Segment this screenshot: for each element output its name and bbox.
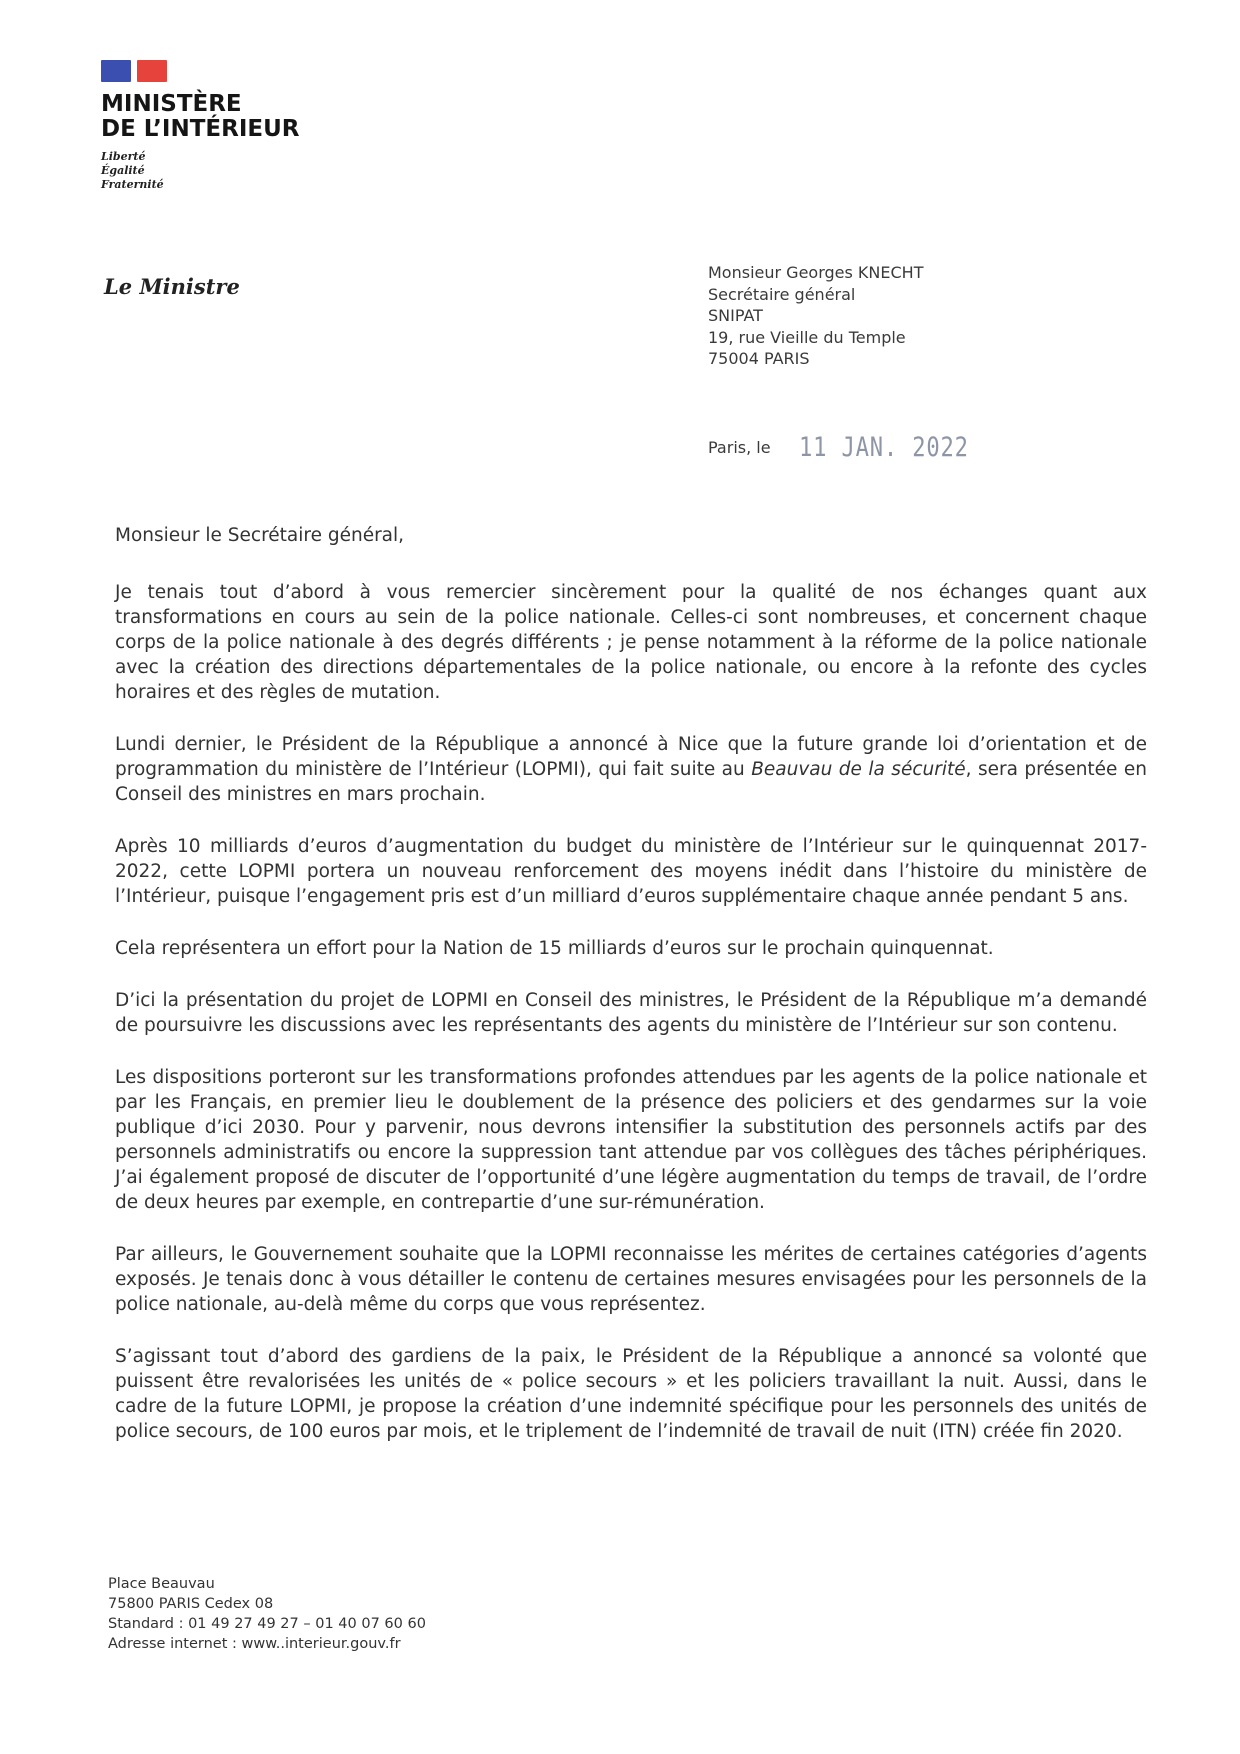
footer-street: Place Beauvau — [108, 1576, 215, 1592]
date-line — [708, 432, 1006, 463]
recipient-role: Secrétaire général — [708, 284, 856, 304]
ministry-footer-address — [108, 1574, 426, 1654]
paragraph-lopmi-text-after: , sera présentée en Conseil des ministres en mars prochain. — [115, 759, 1147, 805]
flag-red-block — [137, 60, 167, 82]
footer-city: 75800 PARIS Cedex 08 — [108, 1596, 274, 1612]
motto-fraternite: Fraternité — [101, 178, 164, 191]
paragraph-gardiens-de-la-paix: S’agissant tout d’abord des gardiens de la paix, le Président de la République a annoncé sa volonté que puissent être revalorisées les unités de « police secours » et les policiers travaillant la nuit. Aussi, dans le cadre de la future LOPMI, je propose la création d’une indemnité spécifique pour les personnels des unités de police secours, de 100 euros par mois, et le triplement de l’indemnité de travail de nuit (ITN) créée fin 2020. — [115, 1346, 1147, 1442]
salutation: Monsieur le Secrétaire général, — [115, 525, 405, 546]
paragraph-effort: Cela représentera un effort pour la Nation de 15 milliards d’euros sur le prochain quinquennat. — [115, 938, 994, 959]
marianne-flag-icon — [101, 60, 167, 82]
paragraph-dispositions: Les dispositions porteront sur les transformations profondes attendues par les agents de la police nationale et par les Français, en premier lieu le doublement de la présence des policiers et des gendarmes sur la voie publique d’ici 2030. Pour y parvenir, nous devrons intensifier la substitution des personnels actifs par des personnels administratifs ou encore la suppression tant attendue par vos collègues des tâches périphériques. J’ai également proposé de discuter de l’opportunité d’une légère augmentation du temps de travail, de l’ordre de deux heures par exemple, en contrepartie d’une sur-rémunération. — [115, 1067, 1147, 1213]
paragraph-lopmi-text-before: Lundi dernier, le Président de la République a annoncé à Nice que la future grande loi d’orientation et de programmation du ministère de l’Intérieur (LOPMI), qui fait suite au — [115, 734, 1147, 780]
republic-motto — [101, 150, 300, 192]
recipient-organization: SNIPAT — [708, 306, 763, 325]
ministry-name — [101, 92, 300, 142]
recipient-street: 19, rue Vieille du Temple — [708, 327, 906, 347]
ministry-logo — [101, 60, 300, 192]
recipient-address — [708, 262, 923, 370]
recipient-name: Monsieur Georges KNECHT — [708, 263, 924, 282]
paragraph-thanks: Je tenais tout d’abord à vous remercier sincèrement pour la qualité de nos échanges quant aux transformations en cours au sein de la police nationale. Celles-ci sont nombreuses, et concernent chaque corps de la police nationale à des degrés différents ; je pense notamment à la réforme de la police nationale avec la création des directions départementales de la police nationale, ou encore à la refonte des cycles horaires et des règles de mutation. — [115, 582, 1147, 703]
motto-liberte: Liberté — [101, 150, 146, 163]
date-stamp: 11 JAN. 2022 — [798, 432, 969, 463]
paragraph-discussions: D’ici la présentation du projet de LOPMI en Conseil des ministres, le Président de la République m’a demandé de poursuivre les discussions avec les représentants des agents du ministère de l’Intérieur sur son contenu. — [115, 990, 1147, 1036]
paragraph-lopmi-announcement — [115, 732, 1147, 807]
recipient-city: 75004 PARIS — [708, 349, 810, 368]
paragraph-budget: Après 10 milliards d’euros d’augmentation du budget du ministère de l’Intérieur sur le quinquennat 2017-2022, cette LOPMI portera un nouveau renforcement des moyens inédit dans l’histoire du ministère de l’Intérieur, puisque l’engagement pris est d’un milliard d’euros supplémentaire chaque année pendant 5 ans. — [115, 836, 1147, 907]
ministry-name-line1: MINISTÈRE — [101, 91, 242, 117]
motto-egalite: Égalité — [101, 164, 145, 177]
flag-blue-block — [101, 60, 131, 82]
sender-title: Le Ministre — [104, 274, 240, 299]
ministry-name-line2: DE L’INTÉRIEUR — [101, 116, 300, 142]
beauvau-securite-emphasis: Beauvau de la sécurité — [751, 759, 966, 780]
footer-phone: Standard : 01 49 27 49 27 – 01 40 07 60 60 — [108, 1616, 426, 1632]
date-label: Paris, le — [708, 438, 771, 457]
paragraph-recognition: Par ailleurs, le Gouvernement souhaite que la LOPMI reconnaisse les mérites de certaines catégories d’agents exposés. Je tenais donc à vous détailler le contenu de certaines mesures envisagées pour les personnels de la police nationale, au-delà même du corps que vous représentez. — [115, 1244, 1147, 1315]
letter-body — [115, 580, 1147, 1471]
footer-website: Adresse internet : www..interieur.gouv.fr — [108, 1636, 401, 1652]
